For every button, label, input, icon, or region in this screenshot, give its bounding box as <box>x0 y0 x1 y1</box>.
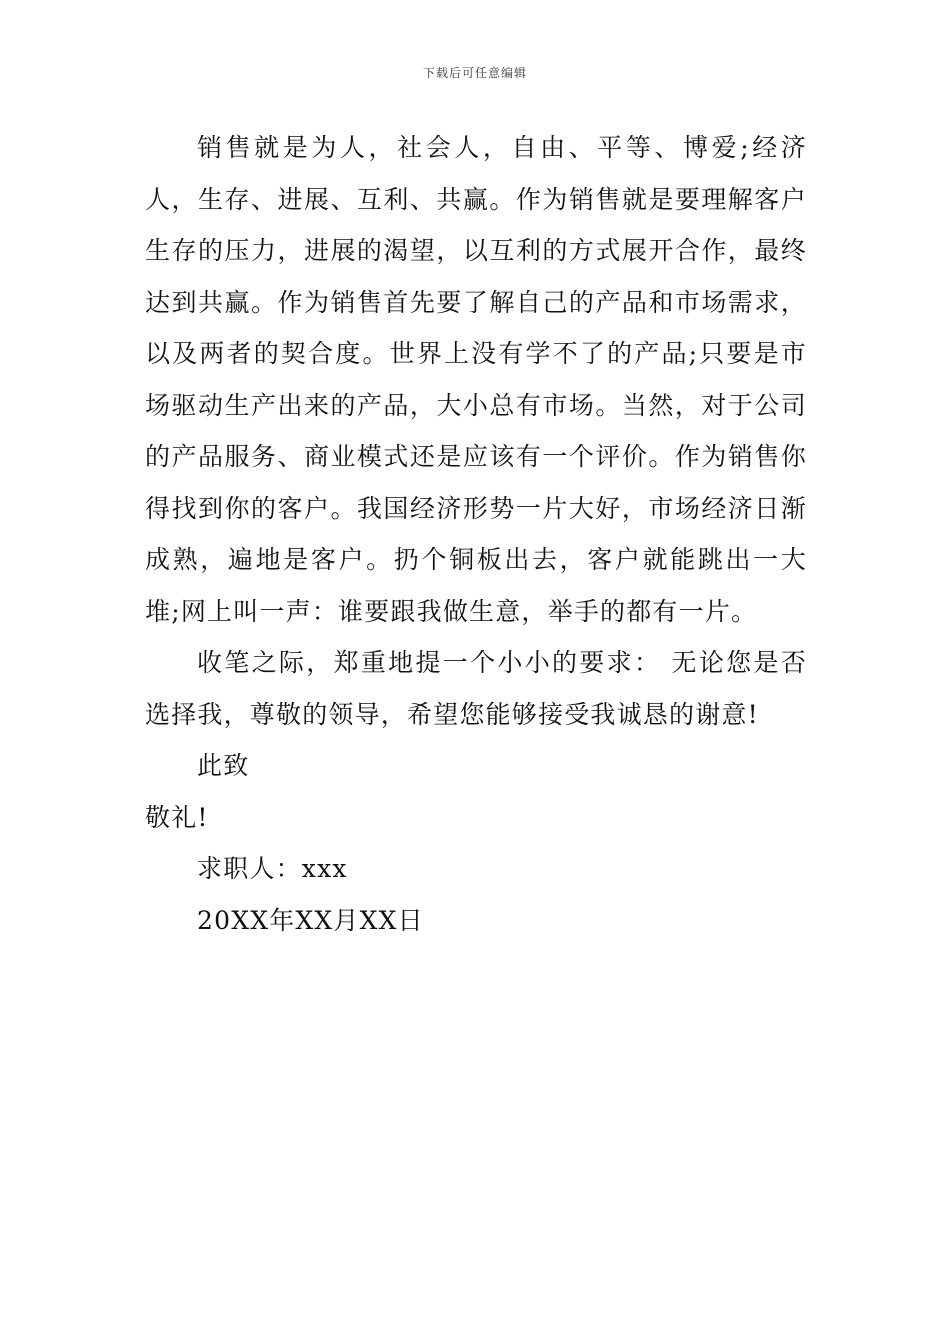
salutation-2: 敬礼! <box>145 802 209 832</box>
header-note: 下载后可任意编辑 <box>422 66 527 80</box>
salutation-1: 此致 <box>197 751 250 780</box>
signature: 求职人：xxx <box>197 854 348 883</box>
paragraph-1: 销售就是为人，社会人，自由、平等、博爱;经济人，生存、进展、互利、共赢。作为销售就是要理解客户生存的压力，进展的渴望，以互利的方式展开合作，最终达到共赢。作为销售首先要了解自己的产品和市场需求，以及两者的契合度。世界上没有学不了的产品;只要是市场驱动生产出来的产品，大小总有市场。当然，对于公司的产品服务、商业模式还是应该有一个评价。作为销售你得找到你的客户。我国经济形势一片大好，市场经济日渐成熟，遍地是客户。扔个铜板出去，客户就能跳出一大堆;网上叫一声：谁要跟我做生意，举手的都有一片。 <box>145 133 807 626</box>
date: 20XX年XX月XX日 <box>197 905 424 935</box>
letter-body <box>145 122 807 946</box>
paragraph-2: 收笔之际，郑重地提一个小小的要求： 无论您是否选择我，尊敬的领导，希望您能够接受我诚恳的谢意! <box>145 648 807 729</box>
